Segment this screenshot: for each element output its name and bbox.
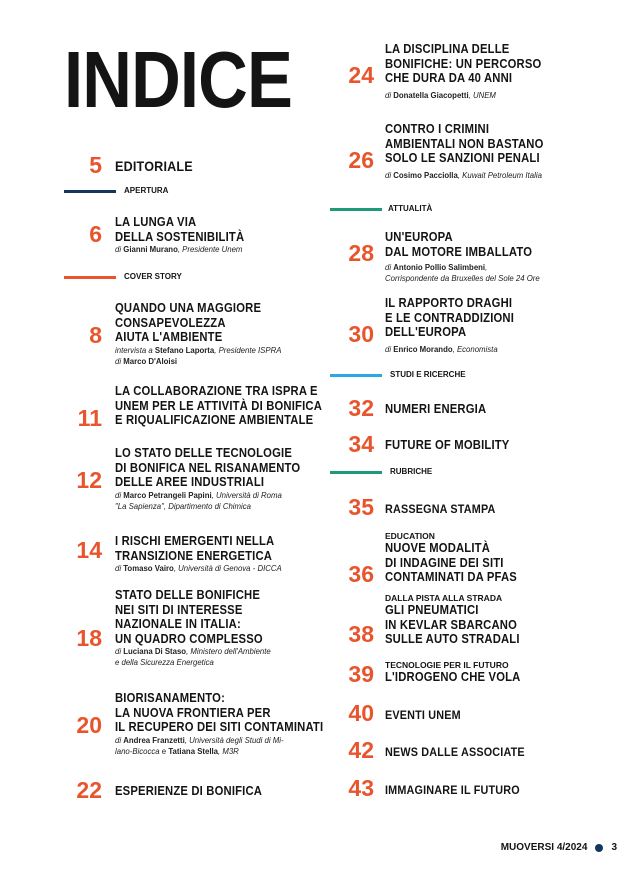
toc-entry[interactable] bbox=[385, 531, 532, 585]
page-number: 11 bbox=[77, 405, 102, 431]
page-number: 32 bbox=[348, 395, 374, 421]
author-name: Andrea Franzetti bbox=[123, 735, 185, 745]
article-title-line: NUOVE MODALITÀ bbox=[385, 541, 491, 555]
author-name: Stefano Laporta bbox=[154, 345, 215, 355]
section-rule bbox=[330, 374, 382, 377]
article-title-line: BIORISANAMENTO: bbox=[115, 691, 225, 705]
page-number: 6 bbox=[89, 221, 102, 247]
author-name: Antonio Pollio Salimbeni bbox=[393, 263, 486, 272]
toc-entry[interactable]: STATO DELLE BONIFICHE NEI SITI DI INTERESSE NAZIONALE IN ITALIA: UN QUADRO COMPLESSO di Luciana Di Staso, Ministero dell'Ambiente e della Sicurezza Energetica bbox=[115, 588, 271, 667]
article-title-line: LA NUOVA FRONTIERA PER bbox=[115, 705, 271, 720]
page-number: 38 bbox=[348, 621, 374, 647]
page-number: 26 bbox=[348, 147, 374, 173]
page-number: 30 bbox=[348, 321, 374, 347]
article-title-line: IL RECUPERO DEI SITI CONTAMINATI bbox=[115, 720, 324, 734]
section-label: APERTURA bbox=[124, 186, 169, 195]
article-title-line: SOLO LE SANZIONI PENALI bbox=[385, 151, 540, 165]
toc-entry[interactable] bbox=[115, 384, 345, 428]
page-number: 12 bbox=[76, 467, 102, 493]
article-title-line: L'IDROGENO CHE VOLA bbox=[385, 670, 521, 684]
article-title-line: LA LUNGA VIA bbox=[115, 215, 197, 229]
page-number: 14 bbox=[76, 537, 102, 563]
page-number: 43 bbox=[348, 775, 374, 801]
article-title[interactable]: EDITORIALE bbox=[115, 158, 193, 174]
article-title[interactable]: FUTURE OF MOBILITY bbox=[385, 438, 510, 452]
article-title-line: GLI PNEUMATICI bbox=[385, 603, 479, 617]
page-number: 18 bbox=[76, 625, 102, 651]
section-rule bbox=[330, 208, 382, 211]
article-title-line: BONIFICHE: UN PERCORSO bbox=[385, 56, 542, 71]
page-number: 35 bbox=[348, 494, 374, 520]
article-title-line: IN KEVLAR SBARCANO bbox=[385, 617, 518, 632]
article-title-line: E LE CONTRADDIZIONI bbox=[385, 310, 515, 325]
section-rule bbox=[64, 190, 116, 193]
author-name: Tomaso Vairo bbox=[123, 564, 174, 573]
page-number: 20 bbox=[76, 712, 102, 738]
page-number: 28 bbox=[348, 240, 374, 266]
toc-entry[interactable]: CONTRO I CRIMINI AMBIENTALI NON BASTANO SOLO LE SANZIONI PENALI di Cosimo Pacciolla, Kuwait Petroleum Italia bbox=[385, 122, 544, 180]
article-title[interactable]: NUMERI ENERGIA bbox=[385, 402, 487, 416]
article-title-line: STATO DELLE BONIFICHE bbox=[115, 588, 261, 602]
folio-number: 3 bbox=[611, 842, 617, 853]
article-title-line: SULLE AUTO STRADALI bbox=[385, 632, 520, 646]
magazine-issue: MUOVERSI 4/2024 bbox=[500, 842, 588, 853]
page-number: 5 bbox=[89, 152, 102, 178]
section-studi-ricerche bbox=[330, 368, 580, 382]
page-number: 24 bbox=[348, 62, 374, 88]
section-rule bbox=[64, 276, 116, 279]
section-rule bbox=[330, 471, 382, 474]
author-name: Tatiana Stella bbox=[168, 746, 218, 756]
toc-entry[interactable]: QUANDO UNA MAGGIORE CONSAPEVOLEZZA AIUTA L'AMBIENTE intervista a Stefano Laporta, Presidente ISPRA di Marco D'Aloisi bbox=[115, 301, 282, 366]
page-number: 42 bbox=[348, 737, 374, 763]
article-title-line: UNEM PER LE ATTIVITÀ DI BONIFICA bbox=[115, 398, 323, 413]
article-title[interactable]: IMMAGINARE IL FUTURO bbox=[385, 783, 520, 797]
article-title-line: CHE DURA DA 40 ANNI bbox=[385, 71, 513, 85]
section-apertura bbox=[64, 184, 314, 198]
section-label: ATTUALITÀ bbox=[388, 204, 433, 213]
author-name: Enrico Morando bbox=[393, 344, 453, 354]
rubric-kicker: EDUCATION bbox=[385, 531, 435, 541]
page-number: 39 bbox=[348, 661, 374, 687]
article-title[interactable]: EVENTI UNEM bbox=[385, 708, 461, 722]
page-footer bbox=[501, 842, 617, 853]
page-number: 34 bbox=[348, 431, 374, 457]
article-title[interactable]: RASSEGNA STAMPA bbox=[385, 502, 496, 516]
article-title-line: DI BONIFICA NEL RISANAMENTO bbox=[115, 460, 301, 475]
rubric-kicker: TECNOLOGIE PER IL FUTURO bbox=[385, 660, 509, 670]
page-number: 22 bbox=[76, 777, 102, 803]
section-label: STUDI E RICERCHE bbox=[390, 370, 466, 379]
toc-entry[interactable] bbox=[385, 593, 535, 647]
author-name: Donatella Giacopetti bbox=[393, 90, 469, 100]
article-title-line: LA DISCIPLINA DELLE bbox=[385, 42, 510, 56]
bullet-dot-icon bbox=[595, 844, 603, 852]
article-title-line: DELL'EUROPA bbox=[385, 325, 467, 339]
article-title-line: CONTAMINATI DA PFAS bbox=[385, 570, 517, 584]
article-title-line: IL RAPPORTO DRAGHI bbox=[385, 296, 513, 310]
section-rubriche bbox=[330, 465, 580, 479]
article-title-line: UN QUADRO COMPLESSO bbox=[115, 631, 263, 646]
page-number: 40 bbox=[348, 700, 374, 726]
article-title-line: NEI SITI DI INTERESSE bbox=[115, 602, 243, 617]
section-label: COVER STORY bbox=[124, 272, 182, 281]
toc-entry[interactable]: I RISCHI EMERGENTI NELLA TRANSIZIONE ENERGETICA di Tomaso Vairo, Università di Genova - DICCA bbox=[115, 534, 282, 573]
author-name: Luciana Di Staso bbox=[123, 647, 187, 656]
article-title-line: I RISCHI EMERGENTI NELLA bbox=[115, 534, 275, 548]
section-cover-story bbox=[64, 270, 314, 284]
toc-entry[interactable]: LA DISCIPLINA DELLE BONIFICHE: UN PERCORSO CHE DURA DA 40 ANNI di Donatella Giacopetti, UNEM bbox=[385, 42, 542, 100]
toc-entry[interactable]: IL RAPPORTO DRAGHI E LE CONTRADDIZIONI DELL'EUROPA di Enrico Morando, Economista bbox=[385, 296, 515, 354]
article-title-line: AMBIENTALI NON BASTANO bbox=[385, 136, 544, 151]
article-title-line: DELLA SOSTENIBILITÀ bbox=[115, 229, 245, 244]
author-name: Marco D'Aloisi bbox=[123, 356, 178, 366]
article-title-line: NAZIONALE IN ITALIA: bbox=[115, 617, 241, 631]
author-name: Marco Petrangeli Papini bbox=[123, 490, 212, 500]
article-title-line: AIUTA L'AMBIENTE bbox=[115, 330, 223, 344]
article-title-line: UN'EUROPA bbox=[385, 230, 453, 244]
author-name: Gianni Murano bbox=[123, 245, 178, 254]
article-title-line: DAL MOTORE IMBALLATO bbox=[385, 244, 533, 259]
article-title[interactable]: NEWS DALLE ASSOCIATE bbox=[385, 745, 525, 759]
article-title-line: CONTRO I CRIMINI bbox=[385, 122, 490, 136]
section-attualita bbox=[330, 202, 580, 216]
author-name: Cosimo Pacciolla bbox=[393, 170, 458, 180]
article-title-line: CONSAPEVOLEZZA bbox=[115, 315, 226, 330]
page-number: 36 bbox=[348, 561, 374, 587]
article-title-line: E RIQUALIFICAZIONE AMBIENTALE bbox=[115, 413, 314, 427]
article-title-line: DI INDAGINE DEI SITI bbox=[385, 555, 504, 570]
toc-entry[interactable]: LO STATO DELLE TECNOLOGIE DI BONIFICA NEL RISANAMENTO DELLE AREE INDUSTRIALI di Marco Petrangeli Papini, Università di Roma "La Sapienza", Dipartimento di Chimica bbox=[115, 446, 301, 511]
article-title-line: LA COLLABORAZIONE TRA ISPRA E bbox=[115, 384, 318, 398]
rubric-kicker: DALLA PISTA ALLA STRADA bbox=[385, 593, 503, 603]
toc-entry[interactable]: LA LUNGA VIA DELLA SOSTENIBILITÀ di Gianni Murano, Presidente Unem bbox=[115, 215, 245, 254]
article-title-line: LO STATO DELLE TECNOLOGIE bbox=[115, 446, 293, 460]
article-title-line: QUANDO UNA MAGGIORE bbox=[115, 301, 262, 315]
page-title: INDICE bbox=[64, 35, 293, 124]
toc-entry[interactable] bbox=[385, 660, 536, 685]
article-title[interactable]: ESPERIENZE DI BONIFICA bbox=[115, 784, 263, 798]
page-number: 8 bbox=[89, 322, 102, 348]
toc-entry[interactable]: BIORISANAMENTO: LA NUOVA FRONTIERA PER IL RECUPERO DEI SITI CONTAMINATI di Andrea Franzetti, Università degli Studi di Mi- lano-Bicocca e Tatiana Stella, M3R bbox=[115, 691, 324, 756]
section-label: RUBRICHE bbox=[390, 467, 433, 476]
article-title-line: TRANSIZIONE ENERGETICA bbox=[115, 548, 273, 563]
toc-entry[interactable]: UN'EUROPA DAL MOTORE IMBALLATO di Antonio Pollio Salimbeni, Corrispondente da Bruxelles del Sole 24 Ore bbox=[385, 230, 540, 283]
article-title-line: DELLE AREE INDUSTRIALI bbox=[115, 475, 265, 489]
